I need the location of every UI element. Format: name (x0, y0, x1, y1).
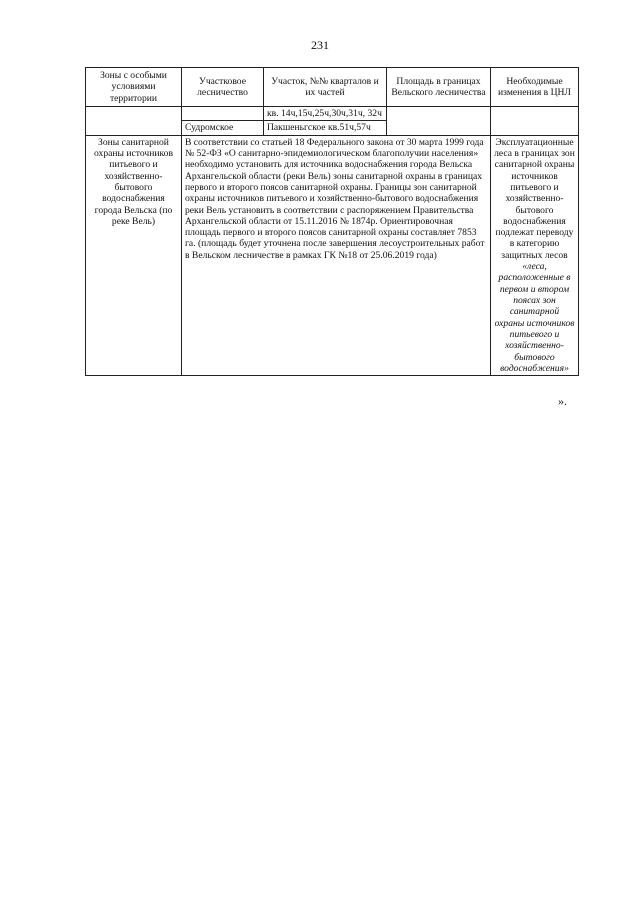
cell-plot-continuation: кв. 14ч,15ч,25ч,30ч,31ч, 32ч (264, 107, 387, 121)
header-forestry-district: Участковое лесничество (182, 68, 264, 107)
cell-changes (491, 135, 579, 376)
header-plot: Участок, №№ кварталов и их частей (264, 68, 387, 107)
header-changes: Необходимые изменения в ЦНЛ (491, 68, 579, 107)
table-row (86, 135, 579, 376)
table-header-row (86, 68, 579, 107)
closing-quote-mark: ». (558, 394, 567, 408)
cell-zone-empty (86, 107, 182, 136)
changes-italic-text: «леса, расположенные в первом и втором поясах зон санитарной охраны источников питьевого и хозяйственно-бытового водоснабжения» (494, 261, 575, 374)
cell-district-empty (182, 107, 264, 121)
cell-changes-empty (491, 107, 579, 136)
cell-area-empty (387, 107, 491, 136)
changes-plain-text: Эксплуатационные леса в границах зон санитарной охраны источников питьевого и хозяйственно-бытового водоснабжения подлежат переводу в категорию защитных лесов (494, 136, 575, 261)
table-row (86, 107, 579, 121)
zones-table (85, 67, 579, 376)
header-zones: Зоны с особыми условиями территории (86, 68, 182, 107)
cell-district-sudromskoe: Судромское (182, 121, 264, 135)
cell-description: В соответствии со статьей 18 Федерального закона от 30 марта 1999 года № 52-ФЗ «О санитарно-эпидемиологическом благополучии населения» необходимо установить для источника водоснабжения города Вельска Архангельской области (реки Вель) зоны санитарной охраны в границах первого и второго поясов санитарной охраны. Границы зон санитарной охраны источников питьевого и хозяйственно-бытового водоснабжения реки Вель установить в соответствии с распоряжением Правительства Архангельской области от 15.11.2016 № 1874р. Ориентировочная площадь первого и второго поясов санитарной охраны составляет 7853 га. (площадь будет уточнена после завершения лесоустроительных работ в Вельском лесничестве в рамках ГК №18 от 25.06.2019 года) (182, 135, 491, 376)
cell-zone-sanitary: Зоны санитарной охраны источников питьевого и хозяйственно-бытового водоснабжения города Вельска (по реке Вель) (86, 135, 182, 376)
header-area: Площадь в границах Вельского лесничества (387, 68, 491, 107)
page-number: 231 (311, 38, 329, 52)
cell-plot-pakshengskoe: Пакшеньгское кв.51ч,57ч (264, 121, 387, 135)
